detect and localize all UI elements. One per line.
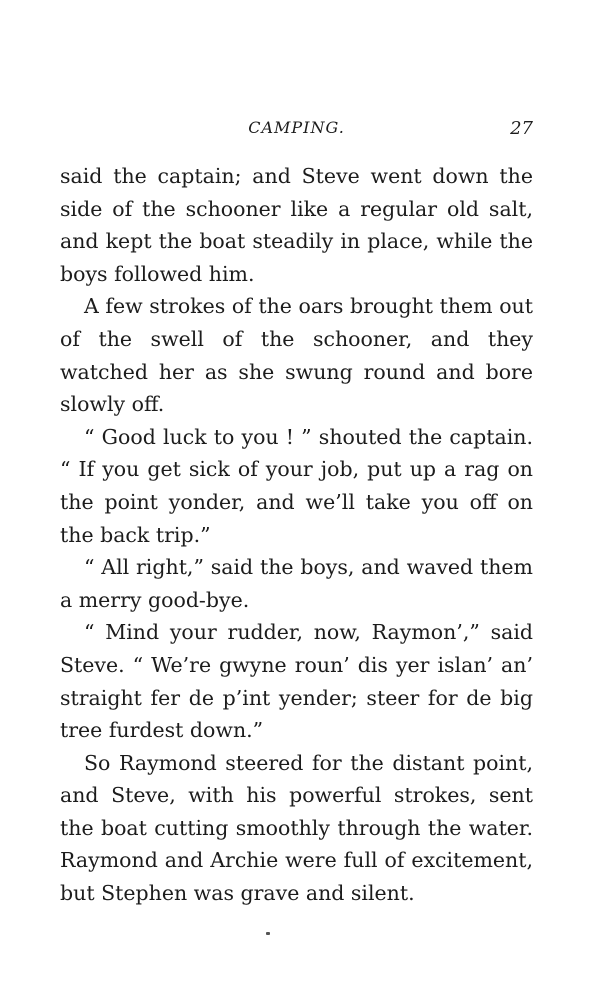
paragraph: “ Good luck to you ! ” shouted the captain. “ If you get sick of your job, put up a rag on the point yonder, and we’ll take you off on the back trip.” <box>60 424 533 547</box>
paragraph: “ All right,” said the boys, and waved them a merry good-bye. <box>60 555 533 612</box>
paragraph: A few strokes of the oars brought them out of the swell of the schooner, and they watched her as she swung round and bore slowly off. <box>60 294 533 417</box>
running-head <box>60 118 533 142</box>
paragraph: So Raymond steered for the distant point, and Steve, with his powerful strokes, sent the boat cutting smoothly through the water. Raymond and Archie were full of excitement, but Stephen was grave and silent. <box>60 750 533 906</box>
running-title: CAMPING. <box>248 118 345 137</box>
ink-speck <box>266 932 270 935</box>
paragraph-continued: said the captain; and Steve went down the side of the schooner like a regular old salt, and kept the boat steadily in place, while the boys followed him. <box>60 164 533 286</box>
body-text <box>60 160 533 910</box>
paragraph: “ Mind your rudder, now, Raymon’,” said Steve. “ We’re gwyne roun’ dis yer islan’ an’ straight fer de p’int yender; steer for de big tree furdest down.” <box>60 620 533 743</box>
page-number: 27 <box>510 118 533 139</box>
